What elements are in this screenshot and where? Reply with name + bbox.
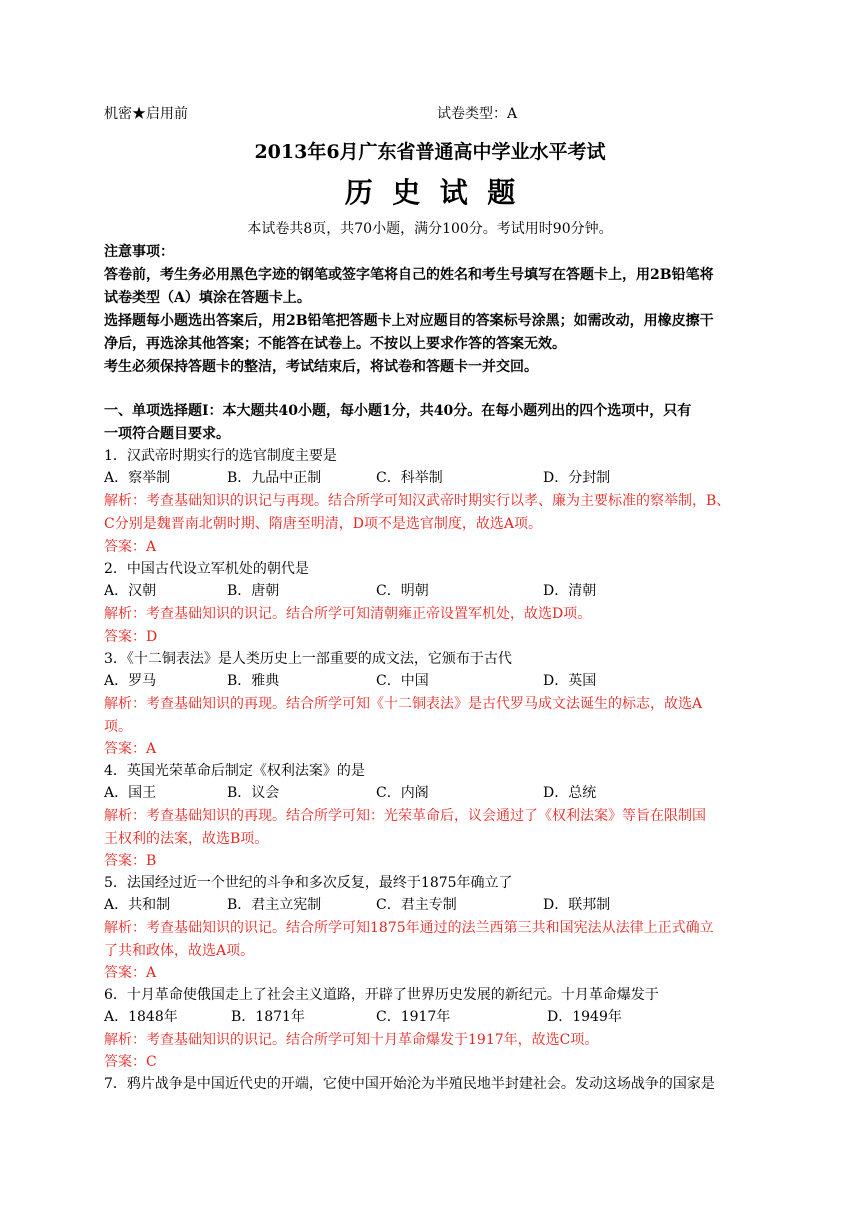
analysis-text: 解析：考查基础知识的再现。结合所学可知：光荣革命后，议会通过了《权利法案》等旨在限制国	[104, 808, 706, 824]
option: B．雅典	[227, 673, 280, 689]
question-options	[104, 581, 596, 601]
answer-text: 答案：A	[104, 965, 157, 981]
subject-title: 历 史 试 题	[344, 176, 516, 209]
answer-text: 答案：A	[104, 539, 157, 555]
question-stem: 7．鸦片战争是中国近代史的开端，它使中国开始沦为半殖民地半封建社会。发动这场战争的国家是	[104, 1076, 715, 1092]
option: B．1871年	[231, 1009, 305, 1025]
analysis-text: C分别是魏晋南北朝时期、隋唐至明清，D项不是选官制度，故选A项。	[104, 516, 543, 532]
section-heading: 一、单项选择题Ⅰ：本大题共40小题，每小题1分，共40分。在每小题列出的四个选项中，只有	[104, 403, 692, 419]
notice-text: 净后，再选涂其他答案；不能答在试卷上。不按以上要求作答的答案无效。	[104, 336, 566, 352]
question-options	[104, 1007, 622, 1027]
question-options	[104, 895, 610, 915]
option: A．共和制	[104, 897, 171, 913]
option: A．察举制	[104, 470, 171, 486]
question-options	[104, 671, 596, 691]
analysis-text: 解析：考查基础知识的再现。结合所学可知《十二铜表法》是古代罗马成文法诞生的标志，故选A	[104, 696, 703, 712]
option: D．清朝	[543, 583, 597, 599]
analysis-text: 解析：考查基础知识的识记与再现。结合所学可知汉武帝时期实行以孝、廉为主要标准的察举制，B、	[104, 493, 731, 509]
option: B．唐朝	[227, 583, 280, 599]
notice-text: 考生必须保持答题卡的整洁，考试结束后，将试卷和答题卡一并交回。	[104, 359, 538, 375]
answer-text: 答案：A	[104, 741, 157, 757]
paper-type: 试卷类型：A	[437, 106, 518, 122]
exam-info: 本试卷共8页，共70小题，满分100分。考试用时90分钟。	[247, 221, 613, 237]
option: C．中国	[376, 673, 429, 689]
analysis-text: 解析：考查基础知识的识记。结合所学可知十月革命爆发于1917年，故选C项。	[104, 1032, 599, 1048]
secret-label: 机密★启用前	[104, 106, 188, 122]
option: B．九品中正制	[227, 470, 322, 486]
notice-text: 答卷前，考生务必用黑色字迹的钢笔或签字笔将自己的姓名和考生号填写在答题卡上，用2B铅笔将	[104, 267, 714, 283]
question-stem: 1．汉武帝时期实行的选官制度主要是	[104, 448, 337, 464]
option: D．联邦制	[543, 897, 611, 913]
option: C．明朝	[376, 583, 429, 599]
question-options	[104, 783, 596, 803]
exam-title: 2013年6月广东省普通高中学业水平考试	[254, 141, 606, 163]
question-stem: 3．《十二铜表法》是人类历史上一部重要的成文法，它颁布于古代	[104, 651, 512, 667]
option: C．科举制	[376, 470, 443, 486]
option: D．总统	[543, 785, 597, 801]
option: A．1848年	[104, 1009, 178, 1025]
option: B．君主立宪制	[227, 897, 322, 913]
notice-text: 选择题每小题选出答案后，用2B铅笔把答题卡上对应题目的答案标号涂黑；如需改动，用橡皮擦干	[104, 313, 714, 329]
question-options	[104, 468, 610, 488]
question-stem: 6．十月革命使俄国走上了社会主义道路，开辟了世界历史发展的新纪元。十月革命爆发于	[104, 987, 659, 1003]
question-stem: 5．法国经过近一个世纪的斗争和多次反复，最终于1875年确立了	[104, 875, 513, 891]
analysis-text: 项。	[104, 719, 132, 735]
answer-text: 答案：B	[104, 853, 157, 869]
analysis-text: 了共和政体，故选A项。	[104, 943, 255, 959]
option: D．英国	[543, 673, 597, 689]
analysis-text: 解析：考查基础知识的识记。结合所学可知1875年通过的法兰西第三共和国宪法从法律上正式确立	[104, 920, 714, 936]
option: B．议会	[227, 785, 280, 801]
analysis-text: 解析：考查基础知识的识记。结合所学可知清朝雍正帝设置军机处，故选D项。	[104, 606, 592, 622]
notice-heading: 注意事项：	[104, 244, 174, 260]
question-stem: 2．中国古代设立军机处的朝代是	[104, 561, 309, 577]
option: A．罗马	[104, 673, 157, 689]
answer-text: 答案：C	[104, 1054, 157, 1070]
answer-text: 答案：D	[104, 629, 158, 645]
option: D．1949年	[547, 1009, 622, 1025]
option: C．内阁	[376, 785, 429, 801]
option: D．分封制	[543, 470, 611, 486]
option: C．君主专制	[376, 897, 457, 913]
option: A．汉朝	[104, 583, 157, 599]
option: A．国王	[104, 785, 157, 801]
analysis-text: 王权利的法案，故选B项。	[104, 831, 269, 847]
notice-text: 试卷类型（A）填涂在答题卡上。	[104, 290, 311, 306]
option: C．1917年	[376, 1009, 451, 1025]
section-heading: 一项符合题目要求。	[104, 426, 230, 442]
question-stem: 4．英国光荣革命后制定《权利法案》的是	[104, 763, 365, 779]
